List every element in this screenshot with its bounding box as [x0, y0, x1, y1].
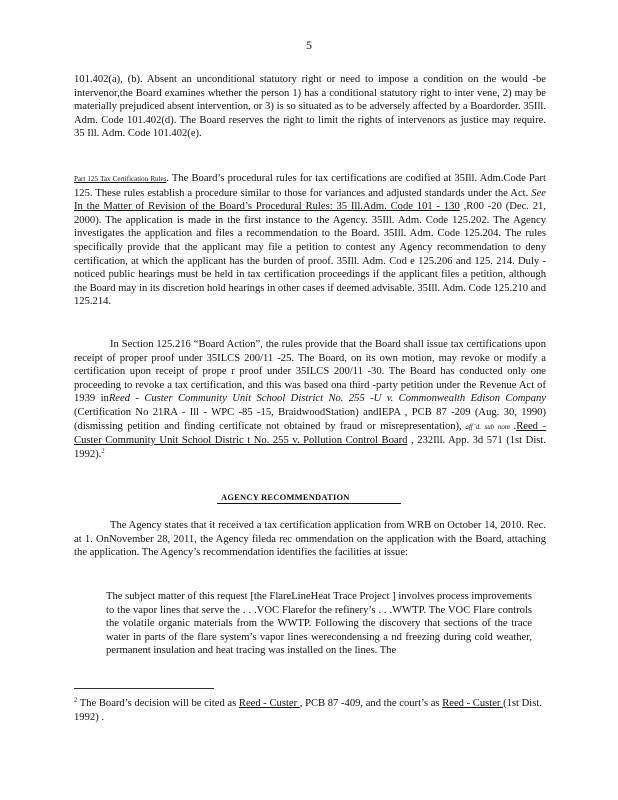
paragraph-board-action-text-4: , 232Ill. App. 3d 571 (1st Dist. 1992).	[74, 435, 546, 460]
paragraph-board-action-text-1: In Section 125.216 “Board Action”, the rules provide that the Board shall issue tax certifications upon receipt of proper proof under 35ILCS 200/11 -25. The Board, on its own motion, may revoke or modify a certification upon receipt of prope r proof under 35ILCS 200/11 -30. The Board has conducted only one proceeding to revoke a tax certification, and this was based ona third -party petition under the Revenue Act of 1939 in	[74, 339, 546, 405]
block-quote-flare-project: The subject matter of this request [the FlareLineHeat Trace Project ] involves process improvements to the vapor lines that serve the . . .VOC Flarefor the refinery’s . . .WWTP. The VOC Flare controls the volatile organic materials from the WWTP. Following the discovery that sections of the trace water in parts of the flare system’s vapor lines werecondensing a nd freezing during cold weather, permanent insulation and heat tracing was installed on the lines. The	[106, 591, 532, 657]
footnote-divider	[74, 688, 214, 689]
paragraph-board-action	[74, 338, 546, 461]
paragraph-part-125	[74, 172, 546, 309]
case-citation-reed-custer-v-comed: Reed - Custer Community Unit School District No. 255 -U v. Commonwealth Edison Company	[108, 393, 546, 405]
case-citation-procedural-rules: In the Matter of Revision of the Board’s Procedural Rules: 35 Ill.Adm. Code 101 - 130	[74, 201, 460, 213]
paragraph-agency-states	[74, 519, 546, 560]
section-heading-part-125: Part 125 Tax Certification Rules	[74, 175, 167, 183]
page-number: 5	[306, 38, 312, 52]
footnote-case-pcb: Reed - Custer	[238, 698, 300, 709]
paragraph-agency-states-text: The Agency states that it received a tax certification application from WRB on October 14, 2010. Rec. at 1. OnNovember 28, 2011, the Agency fileda rec ommendation on the application with the Board, attaching the application. The Agency’s recommendation identifies the facilities at issue:	[74, 520, 546, 559]
footnote-reference: 2	[101, 447, 105, 455]
paragraph-board-action-text-2: (Certification No 21RA - Ill - WPC -85 -15, BraidwoodStation) andIEPA , PCB 87 -209 (Aug. 30, 1990) (dismissing petition and finding certificate not obtained by fraud or misrepresentation),	[74, 406, 546, 432]
case-citation-reed-custer-v-pcb: Reed - Custer Community Unit School Distric t No. 255 v. Pollution Control Board	[74, 420, 546, 447]
footnote-2	[74, 697, 546, 724]
affd-signal: aff’d. sub nom	[461, 422, 514, 431]
footnote-mark: 2	[74, 696, 78, 704]
footnote-text-1: The Board’s decision will be cited as	[77, 698, 239, 709]
footnote-text-3: (1st Dist. 1992) .	[74, 698, 542, 723]
paragraph-intervention: 101.402(a), (b). Absent an unconditional statutory right or need to impose a condition on the would -be intervenor,the Board examines whether the person 1) has a conditional statutory right to inter vene, 2) may be materially prejudiced absent intervention, or 3) is so situated as to be adversely affected by a Boardorder. 35Ill. Adm. Code 101.402(d). The Board reserves the right to limit the rights of intervenors as justice may require. 35 Ill. Adm. Code 101.402(e).	[74, 74, 546, 140]
paragraph-board-action-text-3: .	[513, 420, 517, 432]
section-heading-agency-recommendation	[0, 492, 618, 504]
see-signal: See	[528, 187, 546, 199]
footnote-case-court: Reed - Custer	[442, 698, 504, 709]
paragraph-part-125-text-1: . The Board’s procedural rules for tax certifications are codified at 35Ill. Adm.Code Part 125. These rules establish a procedure similar to those for variances and adjusted standards under the Act.	[74, 173, 546, 199]
agency-recommendation-title: AGENCY RECOMMENDATION	[217, 492, 401, 504]
paragraph-part-125-text-2: ,R00 -20 (Dec. 21, 2000). The application is made in the first instance to the Agency. 35Ill. Adm. Code 125.202. The Agency investigates the application and files a recommendation to the Board. 35Ill. Adm. Code 125.204. The rules specifically provide that the applicant may file a petition to contest any Agency recommendation to deny certification, at which the applicant has the burden of proof. 35Ill. Adm. Cod e 125.206 and 125. 214. Duly -noticed public hearings must be held in tax certification proceedings if the applicant files a petition, although the Board may in its discretion hold hearings in other cases if deemed advisable. 35Ill. Adm. Code 125.210 and 125.214.	[74, 201, 546, 308]
footnote-text-2: , PCB 87 -409, and the court’s as	[299, 698, 443, 709]
